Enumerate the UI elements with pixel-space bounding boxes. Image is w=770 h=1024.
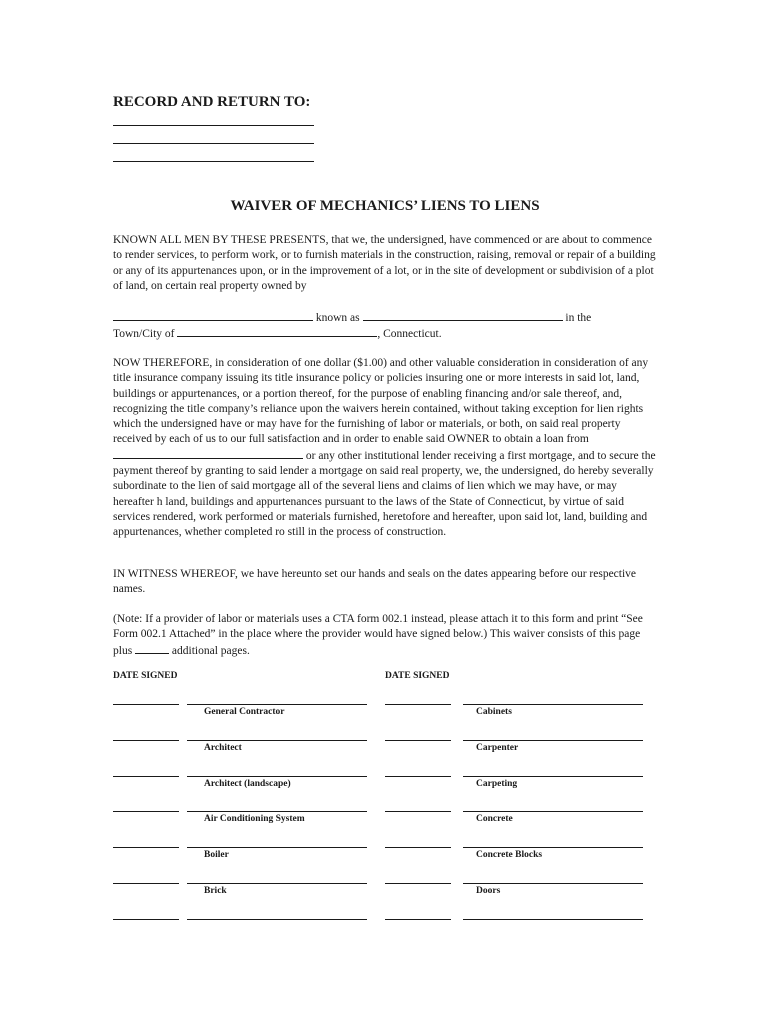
date-signed-line[interactable] (385, 847, 451, 848)
signer-trade-label: Brick (204, 886, 227, 896)
date-signed-line[interactable] (113, 776, 179, 777)
signature-line[interactable] (187, 811, 367, 812)
date-signed-line[interactable] (385, 811, 451, 812)
signature-line[interactable] (187, 847, 367, 848)
signer-trade-label: Carpenter (476, 743, 519, 753)
property-description-blank[interactable] (363, 310, 563, 321)
property-paragraph (113, 310, 658, 343)
in-the-text: in the (565, 312, 592, 324)
signature-line[interactable] (187, 919, 367, 920)
additional-pages-blank[interactable] (135, 643, 169, 654)
date-signed-line[interactable] (113, 740, 179, 741)
now-therefore-paragraph (113, 356, 658, 541)
signer-trade-label: Concrete (476, 814, 513, 824)
lender-name-blank[interactable] (113, 448, 303, 459)
signer-trade-label: Doors (476, 886, 501, 896)
date-signed-header-left: DATE SIGNED (113, 671, 178, 681)
note-text-2: additional pages. (171, 644, 250, 657)
date-signed-line[interactable] (385, 740, 451, 741)
signature-line[interactable] (187, 740, 367, 741)
date-signed-line[interactable] (113, 883, 179, 884)
signature-line[interactable] (463, 919, 643, 920)
document-title: WAIVER OF MECHANICS’ LIENS TO LIENS (230, 198, 540, 214)
now-therefore-text-1: NOW THEREFORE, in consideration of one dollar ($1.00) and other valuable consideration in consideration of any title insurance company issuing its title insurance policy or policies insuring one or more interests in said lot, land, buildings or appurtenances, or a portion thereof, for the purpose of enabling financing and/or sale thereof, and, recognizing the title company’s reliance upon the waivers herein contained, without taking exception for lien rights which the undersigned have or may have for the furnishing of labor or materials, or both, on said real property received by each of us to our full satisfaction and in order to enable said OWNER to obtain a loan from (113, 357, 649, 446)
date-signed-line[interactable] (385, 883, 451, 884)
signer-trade-label: General Contractor (204, 707, 285, 717)
return-address-line-2[interactable] (113, 143, 314, 144)
signature-line[interactable] (187, 704, 367, 705)
signer-trade-label: Architect (landscape) (204, 779, 291, 789)
signature-line[interactable] (463, 883, 643, 884)
date-signed-line[interactable] (113, 847, 179, 848)
signer-trade-label: Carpeting (476, 779, 518, 789)
date-signed-line[interactable] (113, 919, 179, 920)
intro-paragraph: KNOWN ALL MEN BY THESE PRESENTS, that we, the undersigned, have commenced or are about to commence to render services, to perform work, or to furnish materials in the construction, raising, removal or repair of a building or any of its appurtenances upon, or in the improvement of a lot, or in the site of development or subdivision of a plot of land, on certain real property owned by (113, 234, 656, 292)
date-signed-header-right: DATE SIGNED (385, 671, 450, 681)
signature-line[interactable] (463, 811, 643, 812)
date-signed-line[interactable] (385, 776, 451, 777)
signature-line[interactable] (187, 776, 367, 777)
date-signed-line[interactable] (113, 811, 179, 812)
date-signed-line[interactable] (113, 704, 179, 705)
return-address-line-1[interactable] (113, 125, 314, 126)
signer-trade-label: Architect (204, 743, 242, 753)
known-as-text: known as (315, 312, 360, 324)
signer-trade-label: Boiler (204, 850, 229, 860)
return-address-line-3[interactable] (113, 161, 314, 162)
signature-line[interactable] (463, 704, 643, 705)
record-and-return-heading: RECORD AND RETURN TO: (113, 94, 311, 110)
signature-line[interactable] (463, 740, 643, 741)
now-therefore-text-2: or any other institutional lender receiving a first mortgage, and to secure the payment thereof by granting to said lender a mortgage on said real property, we, the undersigned, do hereby severally subordinate to the lien of said mortgage all of the several liens and claims of lien which we may have, or may hereafter h land, buildings and appurtenances pursuant to the laws of the State of Connecticut, by virtue of said services rendered, work performed or materials furnished, heretofore and hereafter, upon said lot, land, building and appurtenances, whether completed ro still in the process of construction. (113, 449, 656, 539)
signature-line[interactable] (187, 883, 367, 884)
town-city-text: Town/City of (113, 328, 175, 341)
signature-line[interactable] (463, 847, 643, 848)
owner-name-blank[interactable] (113, 310, 313, 321)
signer-trade-label: Concrete Blocks (476, 850, 543, 860)
witness-paragraph: IN WITNESS WHEREOF, we have hereunto set our hands and seals on the dates appearing before our respective names. (113, 568, 637, 596)
signature-line[interactable] (463, 776, 643, 777)
signer-trade-label: Cabinets (476, 707, 512, 717)
connecticut-text: , Connecticut. (377, 328, 442, 341)
signer-trade-label: Air Conditioning System (204, 814, 305, 824)
date-signed-line[interactable] (385, 919, 451, 920)
date-signed-line[interactable] (385, 704, 451, 705)
note-paragraph (113, 612, 658, 659)
town-city-blank[interactable] (177, 326, 377, 337)
note-text-1: (Note: If a provider of labor or materials uses a CTA form 002.1 instead, please attach it to this form and print “See Form 002.1 Attached” in the place where the provider would have signed below.) This waiver consists of this page plus (113, 613, 643, 657)
